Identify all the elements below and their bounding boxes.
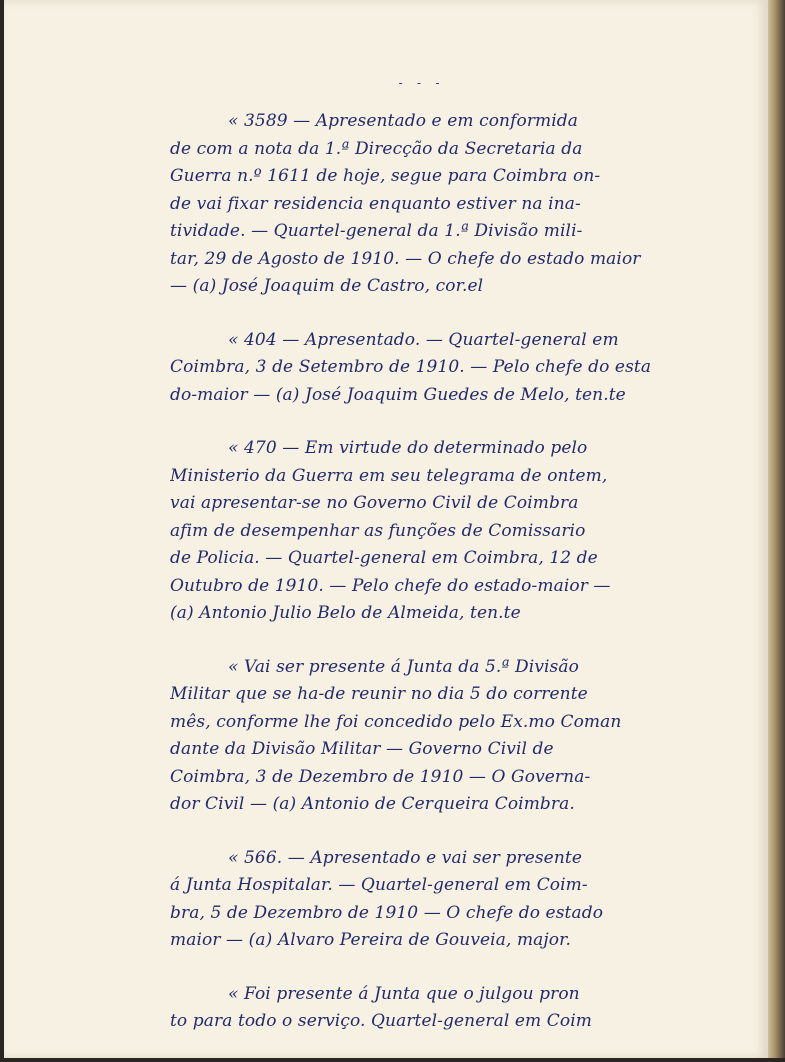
text-line: dor Civil — (a) Antonio de Cerqueira Coimbra.: [170, 794, 575, 814]
text-line: dante da Divisão Militar — Governo Civil de: [170, 739, 554, 759]
text-line: Outubro de 1910. — Pelo chefe do estado-maior —: [170, 575, 611, 596]
text-line: « Vai ser presente á Junta da 5.ª Divisão: [228, 656, 579, 677]
text-line: tividade. — Quartel-general da 1.ª Divisão mili-: [170, 221, 583, 241]
text-line: afim de desempenhar as funções de Comissario: [170, 520, 586, 541]
text-line: « 470 — Em virtude do determinado pelo: [228, 438, 588, 458]
text-line: Coimbra, 3 de Dezembro de 1910 — O Governa-: [170, 766, 591, 787]
entry-566: [170, 845, 675, 955]
text-line: maior — (a) Alvaro Pereira de Gouveia, major.: [170, 930, 571, 950]
text-line: « 3589 — Apresentado e em conformida: [228, 111, 579, 131]
text-line: mês, conforme lhe foi concedido pelo Ex.mo Coman: [170, 711, 622, 732]
text-line: Coimbra, 3 de Setembro de 1910. — Pelo chefe do esta: [170, 357, 652, 377]
text-line: Militar que se ha-de reunir no dia 5 do corrente: [170, 684, 588, 704]
entry-junta-5-divisao: [170, 654, 675, 819]
text-line: de Policia. — Quartel-general em Coimbra, 12 de: [170, 548, 598, 568]
text-line: bra, 5 de Dezembro de 1910 — O chefe do estado: [170, 902, 604, 923]
text-line: á Junta Hospitalar. — Quartel-general em Coim-: [170, 875, 588, 895]
text-line: vai apresentar-se no Governo Civil de Coimbra: [170, 493, 579, 513]
text-line: « 404 — Apresentado. — Quartel-general em: [228, 329, 619, 350]
handwritten-entries: [170, 108, 675, 1062]
text-line: « Foi presente á Junta que o julgou pron: [228, 983, 580, 1004]
text-line: Ministerio da Guerra em seu telegrama de ontem,: [170, 465, 608, 486]
text-line: (a) Antonio Julio Belo de Almeida, ten.te: [170, 603, 521, 623]
text-line: to para todo o serviço. Quartel-general em Coim: [170, 1011, 592, 1031]
page-number-mark: - - -: [396, 76, 444, 90]
text-line: — (a) José Joaquim de Castro, cor.el: [170, 276, 484, 296]
text-line: tar, 29 de Agosto de 1910. — O chefe do estado maior: [170, 248, 641, 269]
text-line: « 566. — Apresentado e vai ser presente: [228, 847, 582, 868]
entry-470: [170, 435, 675, 628]
text-line: do-maior — (a) José Joaquim Guedes de Melo, ten.te: [170, 384, 626, 405]
entry-3589: [170, 108, 675, 301]
text-line: Guerra n.º 1611 de hoje, segue para Coimbra on-: [170, 166, 601, 186]
text-line: de com a nota da 1.ª Direcção da Secretaria da: [170, 138, 583, 159]
text-line: de vai fixar residencia enquanto estiver na ina-: [170, 193, 581, 214]
page-edge: [768, 0, 785, 1058]
entry-junta-pronto: [170, 981, 675, 1036]
entry-404: [170, 327, 675, 410]
